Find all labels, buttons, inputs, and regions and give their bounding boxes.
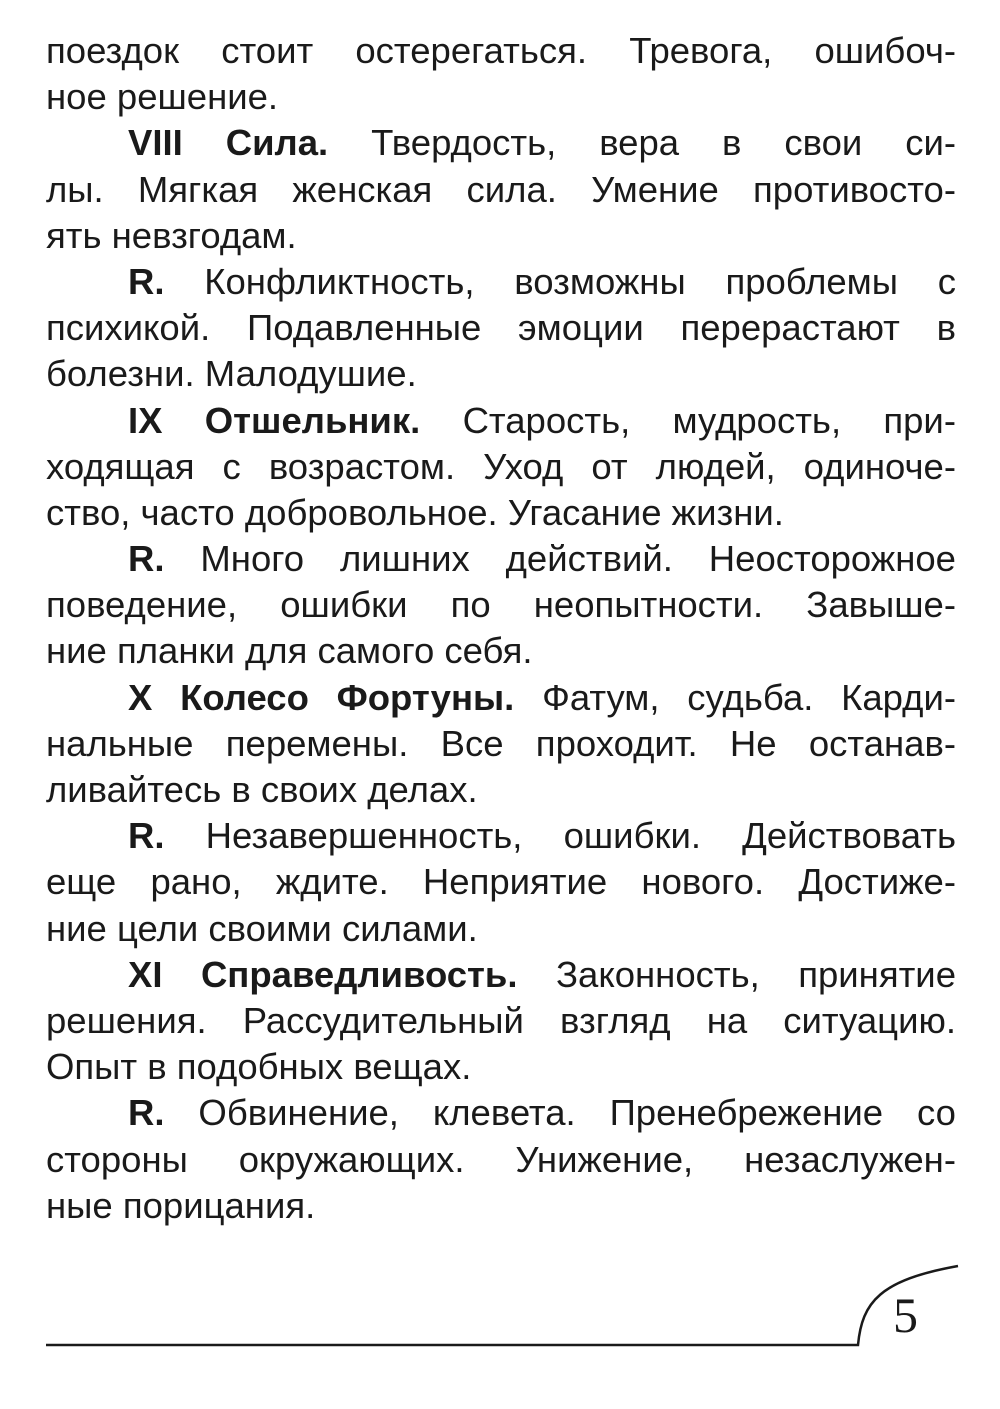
card-entry-wheel-of-fortune <box>46 675 956 814</box>
text-line: поездок стоит остерегаться. Тревога, ошибоч- <box>46 30 956 71</box>
card-entry-strength <box>46 120 956 259</box>
text-line: ние планки для самого себя. <box>46 630 533 672</box>
text-line: ходящая с возрастом. Уход от людей, одиноче- <box>46 445 956 487</box>
card-description: Твердость, вера в свои си- <box>371 122 956 164</box>
card-description: Незавершенность, ошибки. Действовать <box>205 815 956 857</box>
card-entry-hermit-reversed <box>46 536 956 675</box>
text-line: лы. Мягкая женская сила. Умение противосто- <box>46 168 956 210</box>
text-line: решения. Рассудительный взгляд на ситуацию. <box>46 999 956 1041</box>
card-heading: XI Справедливость. <box>128 953 518 995</box>
text-line: болезни. Малодушие. <box>46 353 417 395</box>
footer-rule <box>46 1266 958 1345</box>
card-description: Много лишних действий. Неосторожное <box>200 538 956 580</box>
reversed-heading: R. <box>128 260 165 302</box>
card-description: Законность, принятие <box>556 953 956 995</box>
text-line: еще рано, ждите. Неприятие нового. Достиже- <box>46 861 956 903</box>
text-line <box>46 536 956 582</box>
card-heading: IX Отшельник. <box>128 399 421 441</box>
card-heading: VIII Сила. <box>128 122 329 164</box>
card-entry-wheel-reversed <box>46 813 956 952</box>
text-line <box>46 1090 956 1136</box>
card-description: Обвинение, клевета. Пренебрежение со <box>198 1092 956 1134</box>
reversed-heading: R. <box>128 815 165 857</box>
card-description: Старость, мудрость, при- <box>462 399 956 441</box>
card-heading: X Колесо Фортуны. <box>128 676 515 718</box>
text-line: нальные перемены. Все проходит. Не останав- <box>46 722 956 764</box>
card-entry-justice <box>46 952 956 1091</box>
text-line: ные порицания. <box>46 1184 316 1226</box>
text-line: ние цели своими силами. <box>46 907 478 949</box>
text-line <box>46 398 956 444</box>
card-description: Фатум, судьба. Карди- <box>542 676 956 718</box>
text-line <box>46 952 956 998</box>
page-number: 5 <box>893 1287 918 1343</box>
card-description: Конфликтность, возможны проблемы с <box>204 260 956 302</box>
page-footer-ornament <box>0 1240 1000 1409</box>
text-line <box>46 259 956 305</box>
text-line: стороны окружающих. Унижение, незаслужен- <box>46 1138 956 1180</box>
text-line: ять невзгодам. <box>46 214 297 256</box>
text-line: поведение, ошибки по неопытности. Завыше- <box>46 584 956 626</box>
text-line: ливайтесь в своих делах. <box>46 769 478 810</box>
reversed-heading: R. <box>128 538 165 580</box>
card-entry-hermit <box>46 398 956 537</box>
card-entry-strength-reversed <box>46 259 956 398</box>
text-line: ное решение. <box>46 76 279 118</box>
text-line <box>46 120 956 166</box>
text-line: психикой. Подавленные эмоции перерастают в <box>46 307 956 349</box>
page-body <box>46 28 956 1229</box>
text-line <box>46 675 956 721</box>
text-line: ство, часто добровольное. Угасание жизни. <box>46 491 784 533</box>
reversed-heading: R. <box>128 1092 165 1134</box>
paragraph-continuation <box>46 28 956 120</box>
text-line: Опыт в подобных вещах. <box>46 1046 472 1088</box>
card-entry-justice-reversed <box>46 1090 956 1229</box>
text-line <box>46 813 956 859</box>
